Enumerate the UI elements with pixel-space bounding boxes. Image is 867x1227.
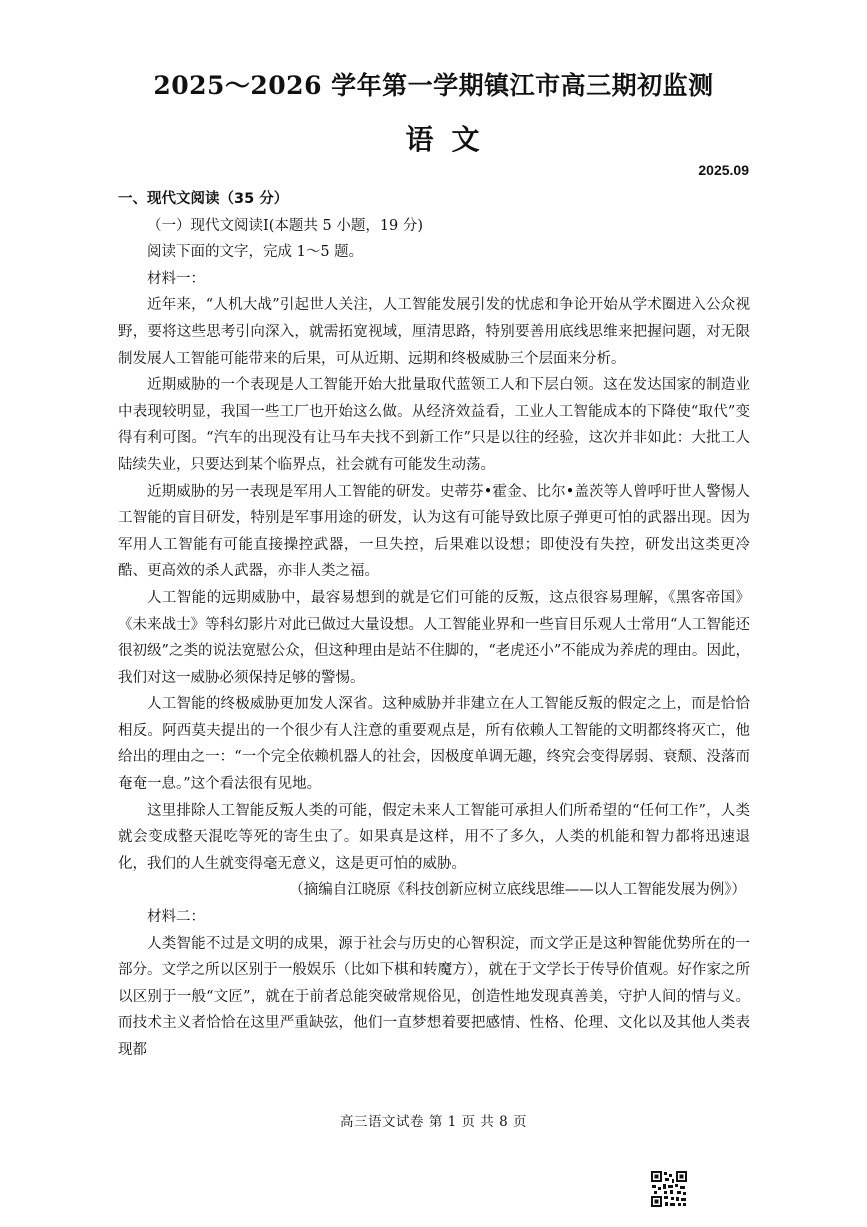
- page-footer: 高三语文试卷 第 1 页 共 8 页: [340, 1114, 527, 1130]
- material1-paragraph: 近年来，“人机大战”引起世人关注，人工智能发展引发的忧虑和争论开始从学术圈进入公众视野，要将这些思考引向深入，就需拓宽视域，厘清思路，特别要善用底线思维来把握问题，对无限制发展人工智能可能带来的后果，可从近期、远期和终极威胁三个层面来分析。: [118, 297, 750, 367]
- material1-source: （摘编自江晓原《科技创新应树立底线思维——以人工智能发展为例》）: [289, 882, 746, 899]
- material1-paragraph: 近期威胁的一个表现是人工智能开始大批量取代蓝领工人和下层白领。这在发达国家的制造业中表现较明显，我国一些工厂也开始这么做。从经济效益看，工业人工智能成本的下降使“取代”变得有利可图。“汽车的出现没有让马车夫找不到新工作”只是以往的经验，这次并非如此：大批工人陆续失业，只要达到某个临界点，社会就有可能发生动荡。: [118, 377, 750, 473]
- section-heading: 一、现代文阅读（35 分）: [118, 191, 289, 207]
- instruction-text: 阅读下面的文字，完成 1～5 题。: [147, 244, 364, 261]
- exam-date: 2025.09: [698, 162, 749, 178]
- material1-label: 材料一：: [147, 270, 205, 287]
- main-content: [118, 186, 750, 1064]
- material1-paragraph: 人工智能的远期威胁中，最容易想到的就是它们可能的反叛，这点很容易理解，《黑客帝国》《未来战士》等科幻影片对此已做过大量设想。人工智能业界和一些盲目乐观人士常用“人工智能还很初级”之类的说法宽慰公众，但这种理由是站不住脚的，“老虎还小”不能成为养虎的理由。因此，我们对这一威胁必须保持足够的警惕。: [118, 589, 750, 686]
- subject-title: 语文: [405, 123, 498, 156]
- subsection-heading: （一）现代文阅读Ⅰ(本题共 5 小题，19 分): [147, 217, 424, 234]
- material2-label: 材料二：: [147, 909, 205, 926]
- material1-paragraph: 近期威胁的另一表现是军用人工智能的研发。史蒂芬•霍金、比尔•盖茨等人曾呼吁世人警惕人工智能的盲目研发，特别是军事用途的研发，认为这有可能导致比原子弹更可怕的武器出现。因为军用人工智能有可能直接操控武器，一旦失控，后果难以设想；即使没有失控，研发出这类更冷酷、更高效的杀人武器，亦非人类之福。: [118, 483, 750, 580]
- exam-title: 2025～2026 学年第一学期镇江市高三期初监测: [153, 71, 714, 100]
- material1-paragraph: 人工智能的终极威胁更加发人深省。这种威胁并非建立在人工智能反叛的假定之上，而是恰恰相反。阿西莫夫提出的一个很少有人注意的重要观点是，所有依赖人工智能的文明都终将灭亡，他给出的理由之一：“一个完全依赖机器人的社会，因极度单调无趣，终究会变得孱弱、衰颓、没落而奄奄一息。”这个看法很有见地。: [118, 696, 750, 793]
- material2-paragraph: 人类智能不过是文明的成果，源于社会与历史的心智积淀，而文学正是这种智能优势所在的一部分。文学之所以区别于一般娱乐（比如下棋和转魔方），就在于文学长于传导价值观。好作家之所以区别于一般“文匠”，就在于前者总能突破常规俗见，创造性地发现真善美，守护人间的情与义。而技术主义者恰恰在这里严重缺弦，他们一直梦想着要把感情、性格、伦理、文化以及其他人类表现都: [118, 935, 750, 1058]
- material1-paragraph: 这里排除人工智能反叛人类的可能，假定未来人工智能可承担人们所希望的“任何工作”，人类就会变成整天混吃等死的寄生虫了。如果真是这样，用不了多久，人类的机能和智力都将迅速退化，我们的人生就变得毫无意义，这是更可怕的威胁。: [118, 802, 750, 872]
- qr-code-icon: [650, 1170, 688, 1208]
